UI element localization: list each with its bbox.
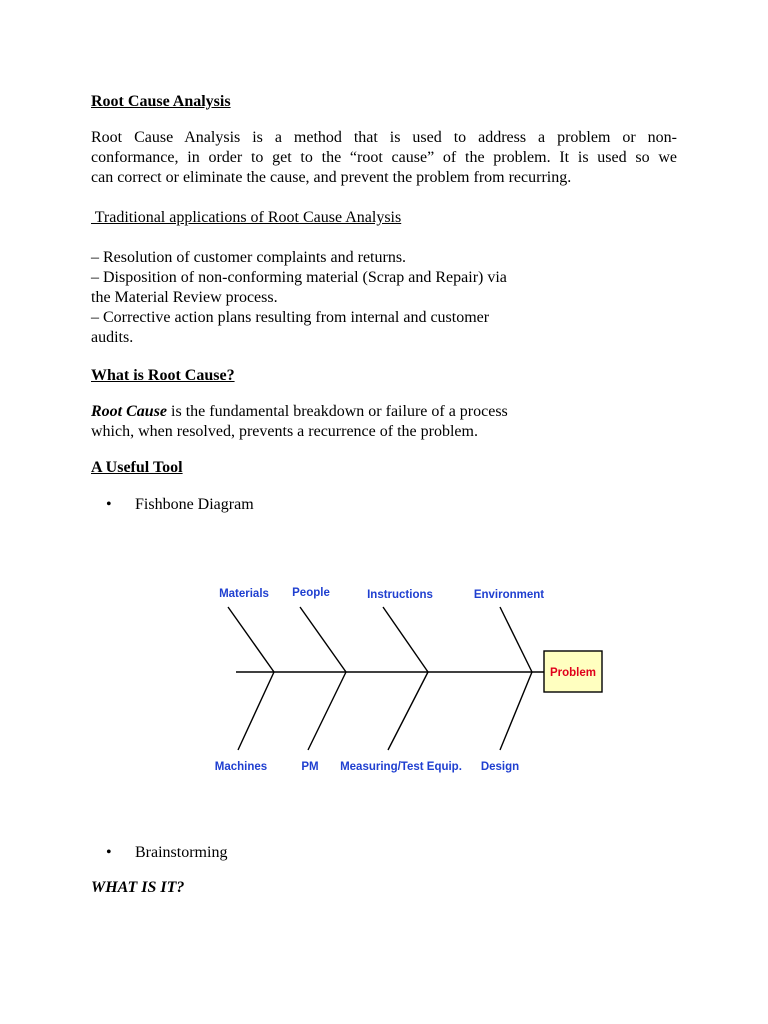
applications-line: the Material Review process.	[91, 289, 278, 306]
applications-line: – Corrective action plans resulting from internal and customer	[91, 309, 490, 326]
definition-text: is the fundamental breakdown or failure of a process	[167, 403, 508, 420]
fishbone-bone-bottom	[308, 672, 346, 750]
fishbone-bone-top	[228, 607, 274, 672]
heading-root-cause-analysis: Root Cause Analysis	[91, 93, 231, 110]
bullet-icon: •	[106, 496, 112, 513]
fishbone-bone-bottom	[388, 672, 428, 750]
fishbone-bone-top	[300, 607, 346, 672]
problem-label: Problem	[549, 667, 597, 679]
fishbone-label-machines: Machines	[214, 761, 268, 773]
applications-line: audits.	[91, 329, 134, 346]
heading-useful-tool: A Useful Tool	[91, 459, 183, 476]
definition-text: which, when resolved, prevents a recurrence of the problem.	[91, 423, 478, 440]
bullet-text: Fishbone Diagram	[135, 496, 254, 513]
fishbone-label-instructions: Instructions	[367, 589, 433, 601]
fishbone-label-environment: Environment	[473, 589, 545, 601]
fishbone-label-materials: Materials	[219, 588, 269, 600]
definition-term: Root Cause	[91, 403, 168, 420]
intro-line: can correct or eliminate the cause, and prevent the problem from recurring.	[91, 169, 572, 186]
fishbone-bone-bottom	[500, 672, 532, 750]
fishbone-bone-top	[383, 607, 428, 672]
fishbone-label-pm: PM	[301, 761, 319, 773]
fishbone-label-people: People	[292, 587, 330, 599]
intro-line: conformance, in order to get to the “root cause” of the problem. It is used so we	[91, 149, 677, 166]
fishbone-bone-bottom	[238, 672, 274, 750]
bullet-text: Brainstorming	[135, 844, 228, 861]
fishbone-bone-top	[500, 607, 532, 672]
heading-traditional-applications: Traditional applications of Root Cause Analysis	[91, 209, 402, 226]
fishbone-label-measuring: Measuring/Test Equip.	[340, 761, 462, 773]
intro-line: Root Cause Analysis is a method that is used to address a problem or non-	[91, 129, 677, 146]
heading-what-is-root-cause: What is Root Cause?	[91, 367, 235, 384]
applications-line: – Resolution of customer complaints and returns.	[91, 249, 407, 266]
fishbone-label-design: Design	[480, 761, 520, 773]
heading-what-is-it: WHAT IS IT?	[91, 879, 185, 896]
bullet-icon: •	[106, 844, 112, 861]
applications-line: – Disposition of non-conforming material (Scrap and Repair) via	[91, 269, 507, 286]
